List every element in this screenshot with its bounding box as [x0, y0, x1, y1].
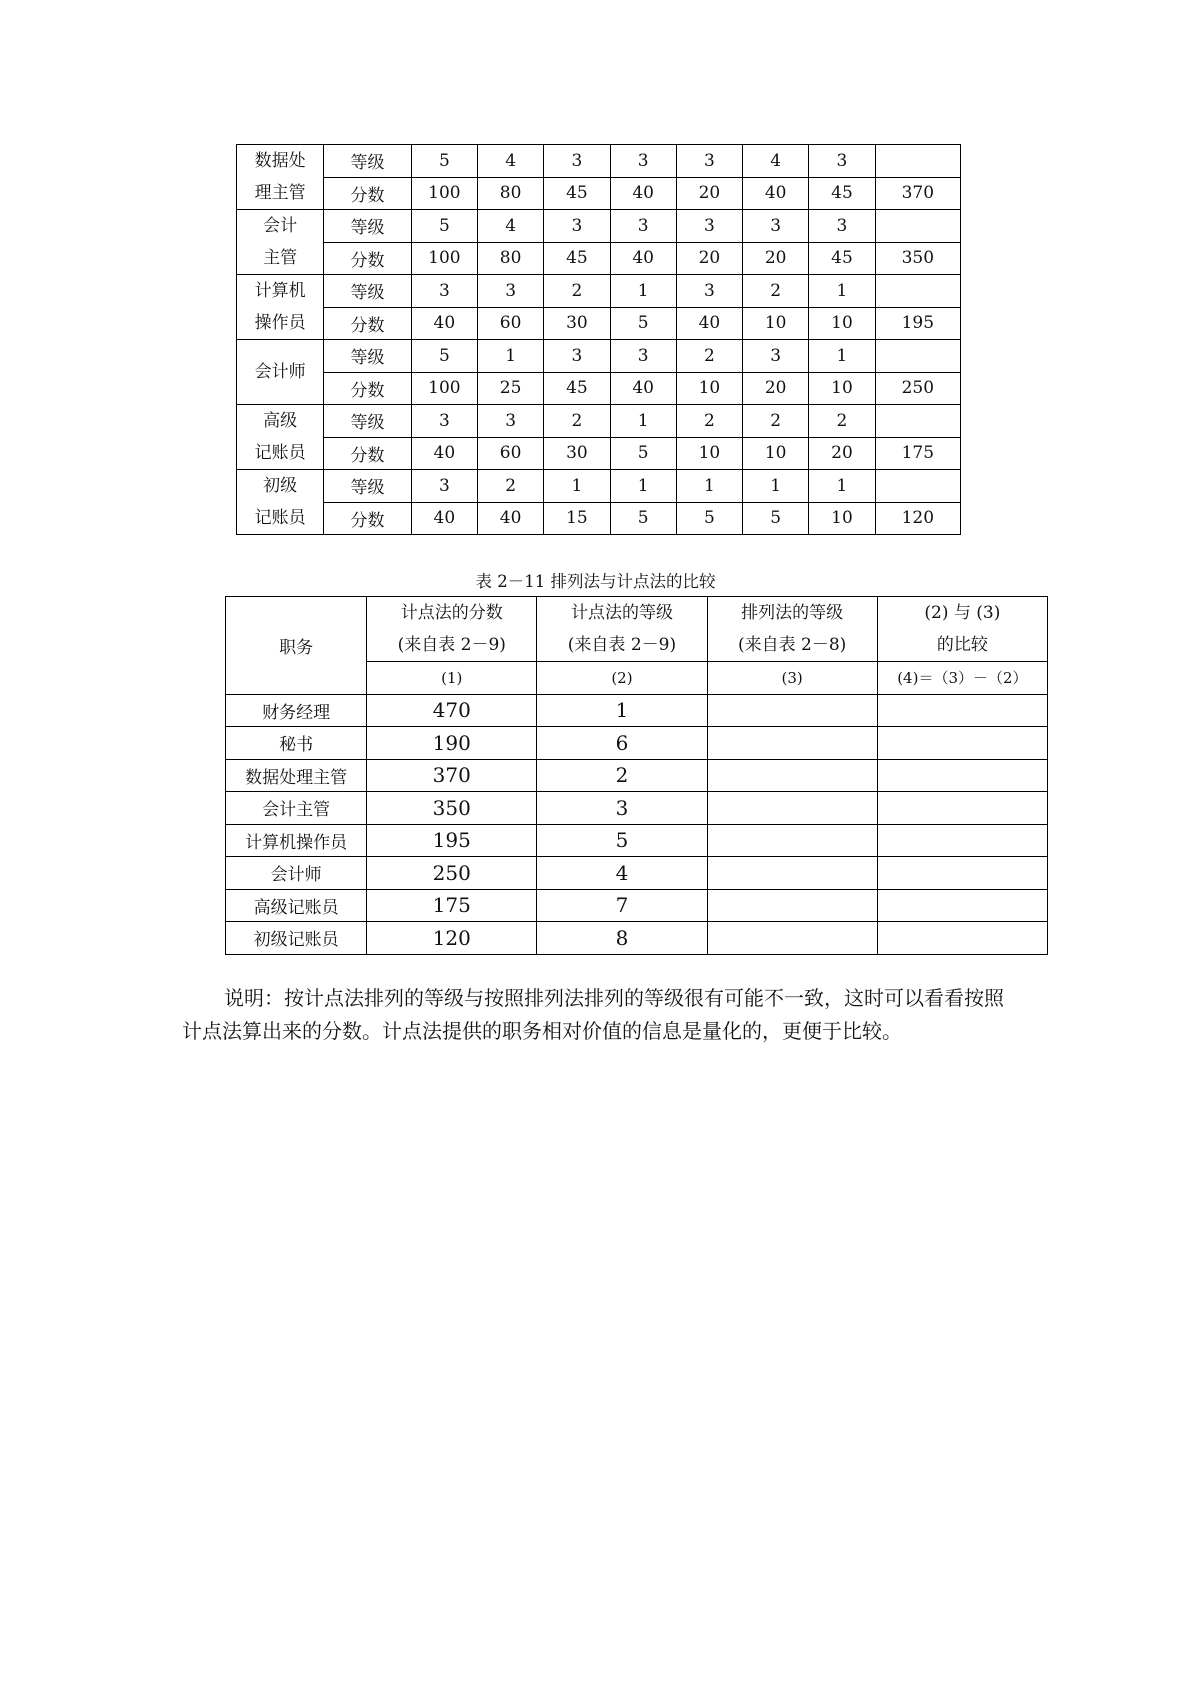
- total-empty-cell: [875, 470, 960, 503]
- total-score-cell: 120: [875, 502, 960, 535]
- grade-cell: 1: [610, 470, 676, 503]
- column-subheader: (4)＝（3）－（2）: [877, 662, 1047, 695]
- job-title-line: 高级: [263, 411, 298, 431]
- score-cell: 80: [477, 177, 543, 210]
- total-empty-cell: [875, 340, 960, 373]
- job-cell: 初级记账员: [226, 922, 367, 955]
- explanation-note: [182, 982, 1022, 1048]
- job-cell: 数据处理主管: [226, 759, 367, 792]
- score-cell: 100: [411, 242, 477, 275]
- score-cell: 40: [411, 437, 477, 470]
- grade-cell: 1: [809, 340, 875, 373]
- score-cell: 10: [809, 502, 875, 535]
- comparison-cell: [877, 857, 1047, 890]
- score-cell: 5: [610, 502, 676, 535]
- score-cell: 40: [610, 177, 676, 210]
- score-cell: 190: [367, 727, 537, 760]
- score-cell: 40: [411, 307, 477, 340]
- comparison-cell: [877, 889, 1047, 922]
- grade-label: 等级: [324, 405, 411, 438]
- score-cell: 10: [809, 372, 875, 405]
- score-cell: 370: [367, 759, 537, 792]
- total-score-cell: 250: [875, 372, 960, 405]
- grade-cell: 1: [743, 470, 809, 503]
- grade-cell: 1: [610, 405, 676, 438]
- score-cell: 100: [411, 372, 477, 405]
- score-cell: 470: [367, 694, 537, 727]
- table-row: [226, 922, 1048, 955]
- column-header: [707, 597, 877, 662]
- ranking-grade-cell: [707, 857, 877, 890]
- job-title-cell: [237, 275, 324, 340]
- comparison-cell: [877, 824, 1047, 857]
- column-subheader: (1): [367, 662, 537, 695]
- score-cell: 10: [743, 437, 809, 470]
- grade-cell: 6: [537, 727, 707, 760]
- column-subheader: (2): [537, 662, 707, 695]
- job-cell: 计算机操作员: [226, 824, 367, 857]
- score-cell: 100: [411, 177, 477, 210]
- job-title-line: 主管: [263, 248, 298, 268]
- grade-row: [237, 340, 961, 373]
- score-label: 分数: [324, 177, 411, 210]
- score-row: [237, 242, 961, 275]
- score-cell: 10: [676, 372, 742, 405]
- grade-cell: 2: [809, 405, 875, 438]
- score-cell: 20: [676, 177, 742, 210]
- comparison-table: [225, 596, 1048, 955]
- job-cell: 财务经理: [226, 694, 367, 727]
- grade-cell: 1: [610, 275, 676, 308]
- ranking-grade-cell: [707, 694, 877, 727]
- table-row: [226, 857, 1048, 890]
- job-title-line: 会计师: [254, 362, 306, 382]
- grade-row: [237, 210, 961, 243]
- score-row: [237, 437, 961, 470]
- table-row: [226, 759, 1048, 792]
- score-cell: 195: [367, 824, 537, 857]
- job-points-table: [236, 144, 961, 535]
- comparison-cell: [877, 922, 1047, 955]
- score-cell: 45: [809, 177, 875, 210]
- total-score-cell: 195: [875, 307, 960, 340]
- grade-cell: 2: [544, 275, 610, 308]
- job-title-line: 理主管: [254, 183, 306, 203]
- score-row: [237, 177, 961, 210]
- grade-cell: 3: [544, 340, 610, 373]
- grade-cell: 2: [743, 275, 809, 308]
- score-cell: 20: [743, 372, 809, 405]
- grade-cell: 1: [809, 275, 875, 308]
- grade-cell: 3: [676, 275, 742, 308]
- note-text: 说明：按计点法排列的等级与按照排列法排列的等级很有可能不一致，这时可以看看按照计点法算出来的分数。计点法提供的职务相对价值的信息是量化的，更便于比较。: [182, 986, 1004, 1043]
- score-cell: 20: [809, 437, 875, 470]
- score-label: 分数: [324, 437, 411, 470]
- grade-row: [237, 405, 961, 438]
- comparison-cell: [877, 759, 1047, 792]
- score-cell: 350: [367, 792, 537, 825]
- score-cell: 45: [544, 177, 610, 210]
- job-title-cell: [237, 470, 324, 535]
- grade-cell: 1: [477, 340, 543, 373]
- job-title-line: 操作员: [254, 313, 306, 333]
- score-label: 分数: [324, 242, 411, 275]
- score-cell: 40: [411, 502, 477, 535]
- score-cell: 25: [477, 372, 543, 405]
- total-empty-cell: [875, 275, 960, 308]
- table-row: [226, 694, 1048, 727]
- grade-cell: 3: [743, 210, 809, 243]
- grade-cell: 2: [544, 405, 610, 438]
- grade-cell: 5: [411, 210, 477, 243]
- comparison-cell: [877, 694, 1047, 727]
- grade-cell: 4: [537, 857, 707, 890]
- grade-row: [237, 470, 961, 503]
- job-title-line: 数据处: [254, 151, 306, 171]
- score-cell: 10: [676, 437, 742, 470]
- grade-cell: 3: [537, 792, 707, 825]
- comparison-cell: [877, 792, 1047, 825]
- grade-row: [237, 145, 961, 178]
- column-header-line: 计点法的分数: [400, 603, 503, 623]
- header-job: 职务: [226, 597, 367, 695]
- score-cell: 5: [610, 437, 676, 470]
- grade-cell: 2: [676, 405, 742, 438]
- grade-row: [237, 275, 961, 308]
- column-header: [877, 597, 1047, 662]
- job-title-line: 计算机: [254, 281, 306, 301]
- column-header: [537, 597, 707, 662]
- score-cell: 40: [743, 177, 809, 210]
- score-cell: 60: [477, 437, 543, 470]
- score-cell: 250: [367, 857, 537, 890]
- grade-cell: 3: [809, 210, 875, 243]
- score-cell: 30: [544, 437, 610, 470]
- column-header: [367, 597, 537, 662]
- score-cell: 5: [743, 502, 809, 535]
- score-cell: 40: [610, 242, 676, 275]
- score-cell: 40: [610, 372, 676, 405]
- job-title-line: 会计: [263, 216, 298, 236]
- grade-cell: 5: [537, 824, 707, 857]
- score-row: [237, 307, 961, 340]
- grade-cell: 1: [809, 470, 875, 503]
- grade-cell: 4: [477, 210, 543, 243]
- score-cell: 10: [743, 307, 809, 340]
- grade-cell: 3: [676, 210, 742, 243]
- score-cell: 10: [809, 307, 875, 340]
- job-cell: 秘书: [226, 727, 367, 760]
- grade-cell: 3: [544, 210, 610, 243]
- total-score-cell: 370: [875, 177, 960, 210]
- grade-cell: 2: [743, 405, 809, 438]
- grade-cell: 2: [537, 759, 707, 792]
- ranking-grade-cell: [707, 824, 877, 857]
- grade-cell: 5: [411, 145, 477, 178]
- table-caption: 表 2－11 排列法与计点法的比较: [475, 572, 716, 591]
- score-cell: 40: [676, 307, 742, 340]
- ranking-grade-cell: [707, 792, 877, 825]
- grade-cell: 3: [411, 275, 477, 308]
- score-cell: 60: [477, 307, 543, 340]
- ranking-grade-cell: [707, 759, 877, 792]
- total-empty-cell: [875, 210, 960, 243]
- column-header-line: (2) 与 (3): [924, 603, 1001, 623]
- grade-cell: 3: [477, 405, 543, 438]
- score-cell: 45: [809, 242, 875, 275]
- job-title-line: 记账员: [254, 508, 306, 528]
- score-label: 分数: [324, 372, 411, 405]
- grade-cell: 5: [411, 340, 477, 373]
- grade-label: 等级: [324, 340, 411, 373]
- grade-cell: 4: [743, 145, 809, 178]
- grade-cell: 1: [676, 470, 742, 503]
- grade-cell: 3: [676, 145, 742, 178]
- grade-cell: 3: [411, 470, 477, 503]
- grade-cell: 7: [537, 889, 707, 922]
- column-header-line: 计点法的等级: [570, 603, 673, 623]
- grade-cell: 3: [610, 210, 676, 243]
- comparison-cell: [877, 727, 1047, 760]
- score-cell: 80: [477, 242, 543, 275]
- total-score-cell: 350: [875, 242, 960, 275]
- score-label: 分数: [324, 502, 411, 535]
- total-empty-cell: [875, 405, 960, 438]
- score-cell: 45: [544, 242, 610, 275]
- header-row: [226, 597, 1048, 662]
- grade-cell: 3: [809, 145, 875, 178]
- score-cell: 175: [367, 889, 537, 922]
- grade-cell: 4: [477, 145, 543, 178]
- ranking-grade-cell: [707, 922, 877, 955]
- column-header-line: (来自表 2－9): [397, 635, 506, 655]
- grade-cell: 1: [537, 694, 707, 727]
- table-row: [226, 824, 1048, 857]
- grade-cell: 3: [743, 340, 809, 373]
- column-subheader: (3): [707, 662, 877, 695]
- job-cell: 高级记账员: [226, 889, 367, 922]
- column-header-line: 排列法的等级: [741, 603, 844, 623]
- score-cell: 5: [676, 502, 742, 535]
- score-cell: 5: [610, 307, 676, 340]
- grade-label: 等级: [324, 210, 411, 243]
- score-cell: 20: [743, 242, 809, 275]
- grade-label: 等级: [324, 470, 411, 503]
- grade-cell: 3: [610, 340, 676, 373]
- grade-label: 等级: [324, 145, 411, 178]
- table-row: [226, 727, 1048, 760]
- score-row: [237, 502, 961, 535]
- table-row: [226, 889, 1048, 922]
- grade-cell: 8: [537, 922, 707, 955]
- grade-cell: 1: [544, 470, 610, 503]
- grade-cell: 3: [411, 405, 477, 438]
- job-title-cell: [237, 405, 324, 470]
- grade-cell: 2: [676, 340, 742, 373]
- score-cell: 120: [367, 922, 537, 955]
- grade-cell: 2: [477, 470, 543, 503]
- column-header-line: 的比较: [936, 635, 988, 655]
- job-title-cell: [237, 340, 324, 405]
- table-row: [226, 792, 1048, 825]
- job-cell: 会计主管: [226, 792, 367, 825]
- ranking-grade-cell: [707, 727, 877, 760]
- grade-cell: 3: [544, 145, 610, 178]
- total-empty-cell: [875, 145, 960, 178]
- score-cell: 20: [676, 242, 742, 275]
- score-cell: 45: [544, 372, 610, 405]
- job-title-cell: [237, 145, 324, 210]
- column-header-line: (来自表 2－9): [567, 635, 677, 655]
- job-title-line: 记账员: [254, 443, 306, 463]
- ranking-grade-cell: [707, 889, 877, 922]
- score-row: [237, 372, 961, 405]
- score-label: 分数: [324, 307, 411, 340]
- grade-cell: 3: [477, 275, 543, 308]
- column-header-line: (来自表 2－8): [738, 635, 847, 655]
- grade-label: 等级: [324, 275, 411, 308]
- score-cell: 15: [544, 502, 610, 535]
- job-title-cell: [237, 210, 324, 275]
- job-cell: 会计师: [226, 857, 367, 890]
- score-cell: 40: [477, 502, 543, 535]
- grade-cell: 3: [610, 145, 676, 178]
- score-cell: 30: [544, 307, 610, 340]
- job-title-line: 初级: [263, 476, 298, 496]
- total-score-cell: 175: [875, 437, 960, 470]
